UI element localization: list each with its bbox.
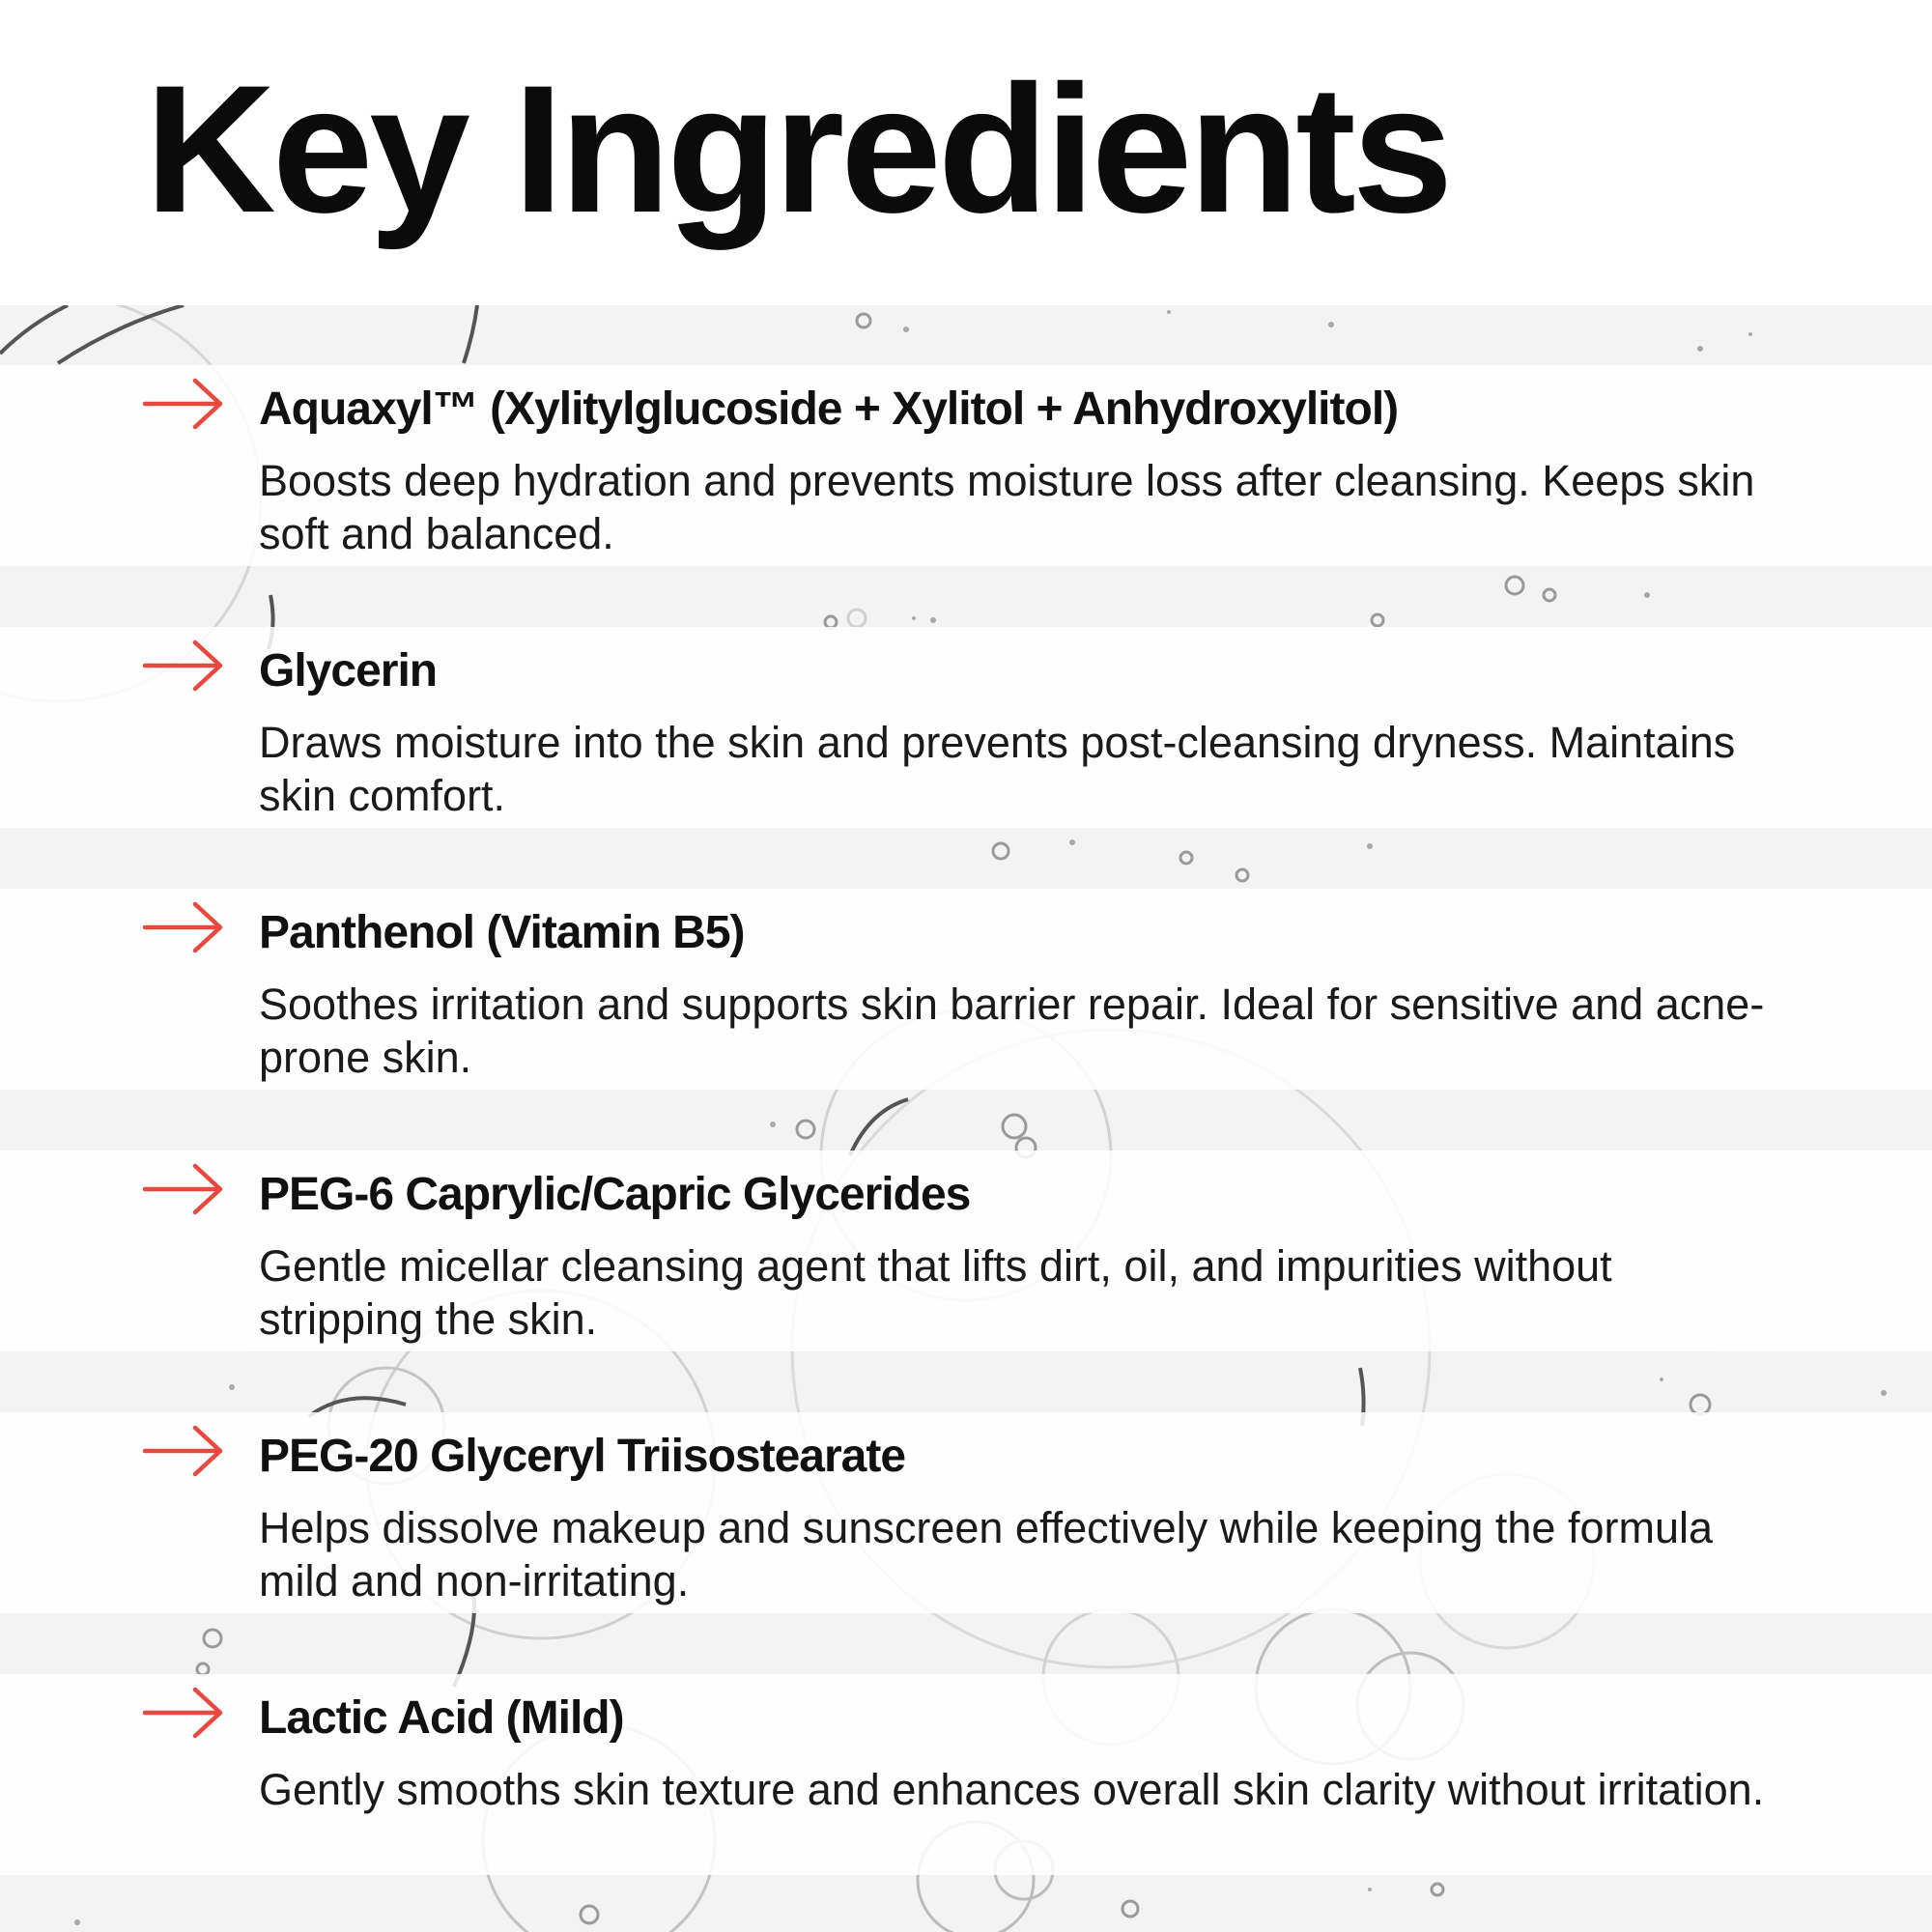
ingredient-list <box>0 365 1932 1932</box>
ingredient-item <box>0 627 1932 828</box>
ingredient-name: Glycerin <box>259 645 438 696</box>
ingredient-item <box>0 365 1932 566</box>
ingredient-description: Gentle micellar cleansing agent that lifts dirt, oil, and impurities without stripping the skin. <box>259 1241 1612 1344</box>
ingredient-item <box>0 1412 1932 1613</box>
ingredient-description: Helps dissolve makeup and sunscreen effectively while keeping the formula mild and non-irritating. <box>259 1503 1713 1605</box>
ingredient-name: PEG-20 Glyceryl Triisostearate <box>259 1431 906 1482</box>
arrow-right-icon <box>143 377 224 431</box>
ingredient-item <box>0 889 1932 1090</box>
ingredient-name: Aquaxyl™ (Xylitylglucoside + Xylitol + Anhydroxylitol) <box>259 384 1399 435</box>
ingredient-item <box>0 1674 1932 1875</box>
ingredient-item <box>0 1151 1932 1351</box>
ingredient-name: PEG-6 Caprylic/Capric Glycerides <box>259 1169 971 1220</box>
arrow-right-icon <box>143 1162 224 1216</box>
page-title: Key Ingredients <box>145 47 1450 250</box>
arrow-right-icon <box>143 639 224 693</box>
ingredient-description: Draws moisture into the skin and prevents post-cleansing dryness. Maintains skin comfort. <box>259 718 1736 820</box>
ingredient-name: Panthenol (Vitamin B5) <box>259 907 745 958</box>
ingredient-name: Lactic Acid (Mild) <box>259 1692 624 1744</box>
ingredient-description: Gently smooths skin texture and enhances overall skin clarity without irritation. <box>259 1765 1765 1814</box>
ingredient-description: Boosts deep hydration and prevents moisture loss after cleansing. Keeps skin soft and balanced. <box>259 456 1755 558</box>
ingredient-description: Soothes irritation and supports skin barrier repair. Ideal for sensitive and acne-prone skin. <box>259 980 1765 1082</box>
arrow-right-icon <box>143 1686 224 1740</box>
arrow-right-icon <box>143 1424 224 1478</box>
arrow-right-icon <box>143 900 224 954</box>
